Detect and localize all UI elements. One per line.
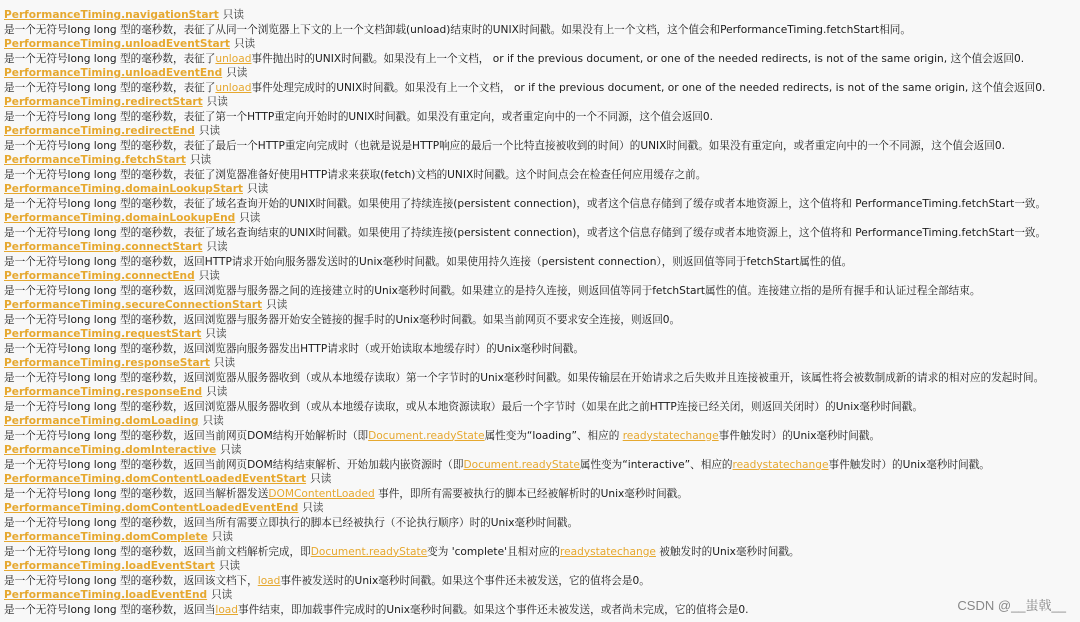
property-link[interactable]: PerformanceTiming.requestStart: [4, 328, 202, 340]
property-link[interactable]: PerformanceTiming.redirectStart: [4, 96, 203, 108]
property-link[interactable]: PerformanceTiming.responseEnd: [4, 386, 203, 398]
description-text: 是一个无符号long long 型的毫秒数，表征了: [4, 52, 216, 65]
property-heading: [4, 66, 1076, 81]
description-text: 是一个无符号long long 型的毫秒数，返回浏览器与服务器开始安全链接的握手时的Unix毫秒时间戳。如果当前网页不要求安全连接，则返回0。: [4, 313, 681, 326]
property-heading: [4, 588, 1076, 603]
property-link[interactable]: PerformanceTiming.connectEnd: [4, 270, 195, 282]
property-description: [4, 603, 1076, 618]
property-description: [4, 284, 1076, 299]
description-text: 是一个无符号long long 型的毫秒数，返回当前文档解析完成，即: [4, 545, 311, 558]
inline-link[interactable]: unload: [215, 81, 252, 94]
description-text: 是一个无符号long long 型的毫秒数，返回该文档下，: [4, 574, 258, 587]
description-text: 是一个无符号long long 型的毫秒数，返回浏览器从服务器收到（或从本地缓存读取）第一个字节时的Unix毫秒时间戳。如果传输层在开始请求之后失败并且连接被重开，该属性将会被数制成新的请求的相对应的发起时间。: [4, 371, 1045, 384]
property-link[interactable]: PerformanceTiming.connectStart: [4, 241, 203, 253]
property-description: [4, 197, 1076, 212]
property-link[interactable]: PerformanceTiming.domContentLoadedEventStart: [4, 473, 307, 485]
inline-link[interactable]: readystatechange: [559, 545, 656, 558]
description-text: 是一个无符号long long 型的毫秒数，表征了最后一个HTTP重定向完成时（也就是说是HTTP响应的最后一个比特直接被收到的时间）的UNIX时间戳。如果没有重定向，或者重定向中的一个不同源，这个值会返回0.: [4, 139, 1005, 152]
description-text: 属性变为“loading”、相应的: [484, 429, 623, 442]
description-text: 事件，即所有需要被执行的脚本已经被解析时的Unix毫秒时间戳。: [374, 487, 688, 500]
property-heading: [4, 501, 1076, 516]
property-link[interactable]: PerformanceTiming.redirectEnd: [4, 125, 195, 137]
readonly-label: 只读: [189, 154, 212, 166]
property-link[interactable]: PerformanceTiming.responseStart: [4, 357, 210, 369]
inline-link[interactable]: Document.readyState: [368, 429, 485, 442]
description-text: 是一个无符号long long 型的毫秒数，表征了域名查询开始的UNIX时间戳。如果使用了持续连接(persistent connection)，或者这个信息存储到了缓存或者本地资源上，这个值将和 PerformanceTiming.fetchStart一致。: [4, 197, 1047, 210]
property-description: [4, 110, 1076, 125]
property-link[interactable]: PerformanceTiming.unloadEventStart: [4, 38, 230, 50]
description-text: 被触发时的Unix毫秒时间戳。: [655, 545, 800, 558]
property-description: [4, 342, 1076, 357]
property-heading: [4, 298, 1076, 313]
property-description: [4, 139, 1076, 154]
property-heading: [4, 472, 1076, 487]
property-description: [4, 81, 1076, 96]
property-link[interactable]: PerformanceTiming.domInteractive: [4, 444, 217, 456]
description-text: 事件被发送时的Unix毫秒时间戳。如果这个事件还未被发送，它的值将会是0。: [280, 574, 650, 587]
description-text: 是一个无符号long long 型的毫秒数，返回浏览器向服务器发出HTTP请求时（或开始读取本地缓存时）的Unix毫秒时间戳。: [4, 342, 584, 355]
property-link[interactable]: PerformanceTiming.loadEventStart: [4, 560, 215, 572]
property-link[interactable]: PerformanceTiming.navigationStart: [4, 9, 219, 21]
readonly-label: 只读: [302, 502, 324, 514]
property-description: [4, 313, 1076, 328]
description-text: 是一个无符号long long 型的毫秒数，返回浏览器与服务器之间的连接建立时的Unix毫秒时间戳。如果建立的是持久连接，则返回值等同于fetchStart属性的值。连接建立指的是所有握手和认证过程全部结束。: [4, 284, 981, 297]
readonly-label: 只读: [233, 38, 256, 50]
description-text: 是一个无符号long long 型的毫秒数，表征了从同一个浏览器上下文的上一个文档卸载(unload)结束时的UNIX时间戳。如果没有上一个文档，这个值会和PerformanceTiming.fetchStart相同。: [4, 23, 911, 36]
property-heading: [4, 356, 1076, 371]
readonly-label: 只读: [226, 67, 248, 79]
description-text: 是一个无符号long long 型的毫秒数，返回当解析器发送: [4, 487, 269, 500]
property-heading: [4, 240, 1076, 255]
readonly-label: 只读: [239, 212, 261, 224]
inline-link[interactable]: load: [215, 603, 239, 616]
readonly-label: 只读: [205, 328, 227, 340]
description-text: 是一个无符号long long 型的毫秒数，表征了域名查询结束的UNIX时间戳。如果使用了持续连接(persistent connection)，或者这个信息存储到了缓存或者本地资源上，这个值将和 PerformanceTiming.fetchStart一致。: [4, 226, 1047, 239]
property-link[interactable]: PerformanceTiming.domainLookupStart: [4, 183, 243, 195]
property-heading: [4, 443, 1076, 458]
property-link[interactable]: PerformanceTiming.domComplete: [4, 531, 208, 543]
description-text: 是一个无符号long long 型的毫秒数，返回HTTP请求开始向服务器发送时的Unix毫秒时间戳。如果使用持久连接（persistent connection），则返回值等同于fetchStart属性的值。: [4, 255, 853, 268]
description-text: 事件处理完成时的UNIX时间戳。如果没有上一个文档， or if the previous document, or one of the needed redirects, is not of the same origin, 这个值会返回0.: [251, 81, 1046, 94]
description-text: 是一个无符号long long 型的毫秒数，返回当前网页DOM结构结束解析、开始加载内嵌资源时（即: [4, 458, 464, 471]
property-link[interactable]: PerformanceTiming.domainLookupEnd: [4, 212, 236, 224]
readonly-label: 只读: [220, 444, 242, 456]
description-text: 是一个无符号long long 型的毫秒数，表征了浏览器准备好使用HTTP请求来获取(fetch)文档的UNIX时间戳。这个时间点会在检查任何应用缓存之前。: [4, 168, 707, 181]
readonly-label: 只读: [222, 9, 244, 21]
inline-link[interactable]: readystatechange: [622, 429, 719, 442]
property-link[interactable]: PerformanceTiming.secureConnectionStart: [4, 299, 263, 311]
property-heading: [4, 124, 1076, 139]
property-link[interactable]: PerformanceTiming.domLoading: [4, 415, 199, 427]
document-body: [4, 8, 1076, 617]
property-description: [4, 516, 1076, 531]
property-description: [4, 168, 1076, 183]
property-heading: [4, 385, 1076, 400]
description-text: 是一个无符号long long 型的毫秒数，返回当所有需要立即执行的脚本已经被执行（不论执行顺序）时的Unix毫秒时间戳。: [4, 516, 579, 529]
readonly-label: 只读: [206, 96, 228, 108]
inline-link[interactable]: Document.readyState: [463, 458, 580, 471]
property-description: [4, 429, 1076, 444]
inline-link[interactable]: Document.readyState: [310, 545, 428, 558]
inline-link[interactable]: DOMContentLoaded: [268, 487, 375, 500]
inline-link[interactable]: readystatechange: [732, 458, 829, 471]
property-heading: [4, 559, 1076, 574]
property-description: [4, 487, 1076, 502]
property-description: [4, 23, 1076, 38]
description-text: 事件结束，即加载事件完成时的Unix毫秒时间戳。如果这个事件还未被发送，或者尚未完成，它的值将会是0.: [238, 603, 749, 616]
property-link[interactable]: PerformanceTiming.loadEventEnd: [4, 589, 208, 601]
description-text: 属性变为“interactive”、相应的: [579, 458, 733, 471]
property-description: [4, 226, 1076, 241]
property-heading: [4, 182, 1076, 197]
property-heading: [4, 530, 1076, 545]
description-text: 是一个无符号long long 型的毫秒数，返回浏览器从服务器收到（或从本地缓存读取，或从本地资源读取）最后一个字节时（如果在此之前HTTP连接已经关闭，则返回关闭时）的Unix毫秒时间戳。: [4, 400, 923, 413]
inline-link[interactable]: unload: [215, 52, 252, 65]
description-text: 是一个无符号long long 型的毫秒数，表征了: [4, 81, 216, 94]
description-text: 事件触发时）的Unix毫秒时间戳。: [718, 429, 881, 442]
description-text: 是一个无符号long long 型的毫秒数，返回当: [4, 603, 216, 616]
property-description: [4, 255, 1076, 270]
property-link[interactable]: PerformanceTiming.unloadEventEnd: [4, 67, 223, 79]
property-heading: [4, 37, 1076, 52]
readonly-label: 只读: [202, 415, 224, 427]
description-text: 事件抛出时的UNIX时间戳。如果没有上一个文档， or if the previous document, or one of the needed redirects, is not of the same origin, 这个值会返回0.: [251, 52, 1025, 65]
property-description: [4, 400, 1076, 415]
readonly-label: 只读: [206, 386, 228, 398]
property-link[interactable]: PerformanceTiming.fetchStart: [4, 154, 186, 166]
property-description: [4, 458, 1076, 473]
property-description: [4, 52, 1076, 67]
description-text: 是一个无符号long long 型的毫秒数，表征了第一个HTTP重定向开始时的UNIX时间戳。如果没有重定向，或者重定向中的一个不同源，这个值会返回0.: [4, 110, 713, 123]
property-link[interactable]: PerformanceTiming.domContentLoadedEventEnd: [4, 502, 299, 514]
description-text: 是一个无符号long long 型的毫秒数，返回当前网页DOM结构开始解析时（即: [4, 429, 369, 442]
readonly-label: 只读: [198, 125, 221, 137]
readonly-label: 只读: [310, 473, 332, 485]
watermark: CSDN @__蚩戟__: [957, 598, 1066, 613]
readonly-label: 只读: [213, 357, 236, 369]
property-heading: [4, 153, 1076, 168]
property-description: [4, 574, 1076, 589]
readonly-label: 只读: [211, 531, 233, 543]
property-heading: [4, 269, 1076, 284]
property-heading: [4, 8, 1076, 23]
property-description: [4, 371, 1076, 386]
readonly-label: 只读: [247, 183, 269, 195]
property-heading: [4, 211, 1076, 226]
readonly-label: 只读: [266, 299, 288, 311]
inline-link[interactable]: load: [257, 574, 281, 587]
property-heading: [4, 95, 1076, 110]
property-heading: [4, 414, 1076, 429]
readonly-label: 只读: [206, 241, 228, 253]
readonly-label: 只读: [211, 589, 233, 601]
readonly-label: 只读: [198, 270, 220, 282]
description-text: 事件触发时）的Unix毫秒时间戳。: [828, 458, 990, 471]
property-description: [4, 545, 1076, 560]
property-heading: [4, 327, 1076, 342]
description-text: 变为 'complete'且相对应的: [427, 545, 560, 558]
readonly-label: 只读: [218, 560, 241, 572]
